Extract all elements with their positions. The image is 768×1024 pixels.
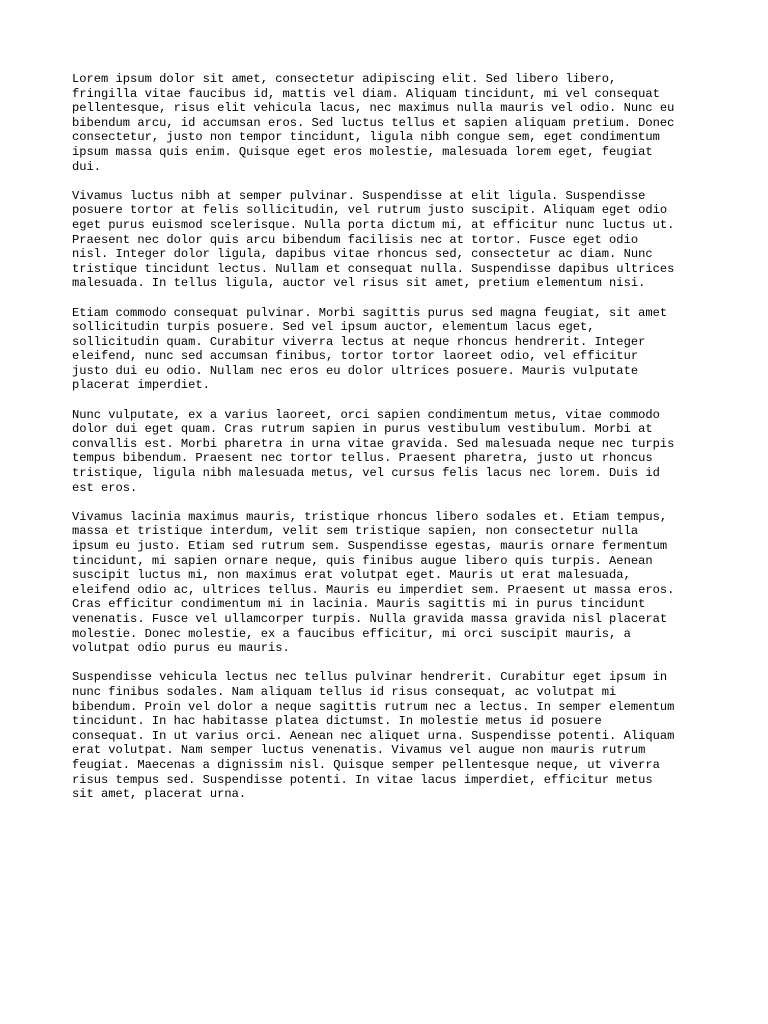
paragraph-3: Etiam commodo consequat pulvinar. Morbi sagittis purus sed magna feugiat, sit amet sollicitudin turpis posuere. Sed vel ipsum auctor, elementum lacus eget, sollicitudin quam. Curabitur viverra lectus at neque rhoncus hendrerit. Integer eleifend, nunc sed accumsan finibus, tortor tortor laoreet odio, vel efficitur justo dui eu odio. Nullam nec eros eu dolor ultrices posuere. Mauris vulputate placerat imperdiet. [72,305,668,393]
paragraph-2: Vivamus luctus nibh at semper pulvinar. Suspendisse at elit ligula. Suspendisse posuere tortor at felis sollicitudin, vel rutrum justo suscipit. Aliquam eget odio eget purus euismod scelerisque. Nulla porta dictum mi, at efficitur nunc luctus ut. Praesent nec dolor quis arcu bibendum facilisis nec at tortor. Fusce eget odio nisl. Integer dolor ligula, dapibus vitae rhoncus sed, consectetur ac diam. Nunc tristique tincidunt lectus. Nullam et consequat nulla. Suspendisse dapibus ultrices malesuada. In tellus ligula, auctor vel risus sit amet, pretium elementum nisi. [72,188,675,291]
paragraph-6: Suspendisse vehicula lectus nec tellus pulvinar hendrerit. Curabitur eget ipsum in nunc finibus sodales. Nam aliquam tellus id risus consequat, ac volutpat mi bibendum. Proin vel dolor a neque sagittis rutrum nec a lectus. In semper elementum tincidunt. In hac habitasse platea dictumst. In molestie metus id posuere consequat. In ut varius orci. Aenean nec aliquet urna. Suspendisse potenti. Aliquam erat volutpat. Nam semper luctus venenatis. Vivamus vel augue non mauris rutrum feugiat. Maecenas a dignissim nisl. Quisque semper pellentesque neque, ut viverra risus tempus sed. Suspendisse potenti. In vitae lacus imperdiet, efficitur metus sit amet, placerat urna. [72,670,675,802]
paragraph-4: Nunc vulputate, ex a varius laoreet, orci sapien condimentum metus, vitae commodo dolor dui eget quam. Cras rutrum sapien in purus vestibulum vestibulum. Morbi at convallis est. Morbi pharetra in urna vitae gravida. Sed malesuada neque nec turpis tempus bibendum. Praesent nec tortor tellus. Praesent pharetra, justo ut rhoncus tristique, ligula nibh malesuada metus, vel cursus felis lacus nec lorem. Duis id est eros. [72,407,675,495]
paragraph-5: Vivamus lacinia maximus mauris, tristique rhoncus libero sodales et. Etiam tempus, massa et tristique interdum, velit sem tristique sapien, non consectetur nulla ipsum eu justo. Etiam sed rutrum sem. Suspendisse egestas, mauris ornare fermentum tincidunt, mi sapien ornare neque, quis finibus augue libero quis turpis. Aenean suscipit luctus mi, non maximus erat volutpat eget. Mauris ut erat malesuada, eleifend odio ac, ultrices tellus. Mauris eu imperdiet sem. Praesent ut massa eros. Cras efficitur condimentum mi in lacinia. Mauris sagittis mi in purus tincidunt venenatis. Fusce vel ullamcorper turpis. Nulla gravida massa gravida nisl placerat molestie. Donec molestie, ex a faucibus efficitur, mi orci suscipit mauris, a volutpat odio purus eu mauris. [72,509,675,656]
document-page [72,72,712,816]
paragraph-1: Lorem ipsum dolor sit amet, consectetur adipiscing elit. Sed libero libero, fringilla vitae faucibus id, mattis vel diam. Aliquam tincidunt, mi vel consequat pellentesque, risus elit vehicula lacus, nec maximus nulla mauris vel odio. Nunc eu bibendum arcu, id accumsan eros. Sed luctus tellus et sapien aliquam pretium. Donec consectetur, justo non tempor tincidunt, ligula nibh congue sem, eget condimentum ipsum massa quis enim. Quisque eget eros molestie, malesuada lorem eget, feugiat dui. [72,72,675,174]
